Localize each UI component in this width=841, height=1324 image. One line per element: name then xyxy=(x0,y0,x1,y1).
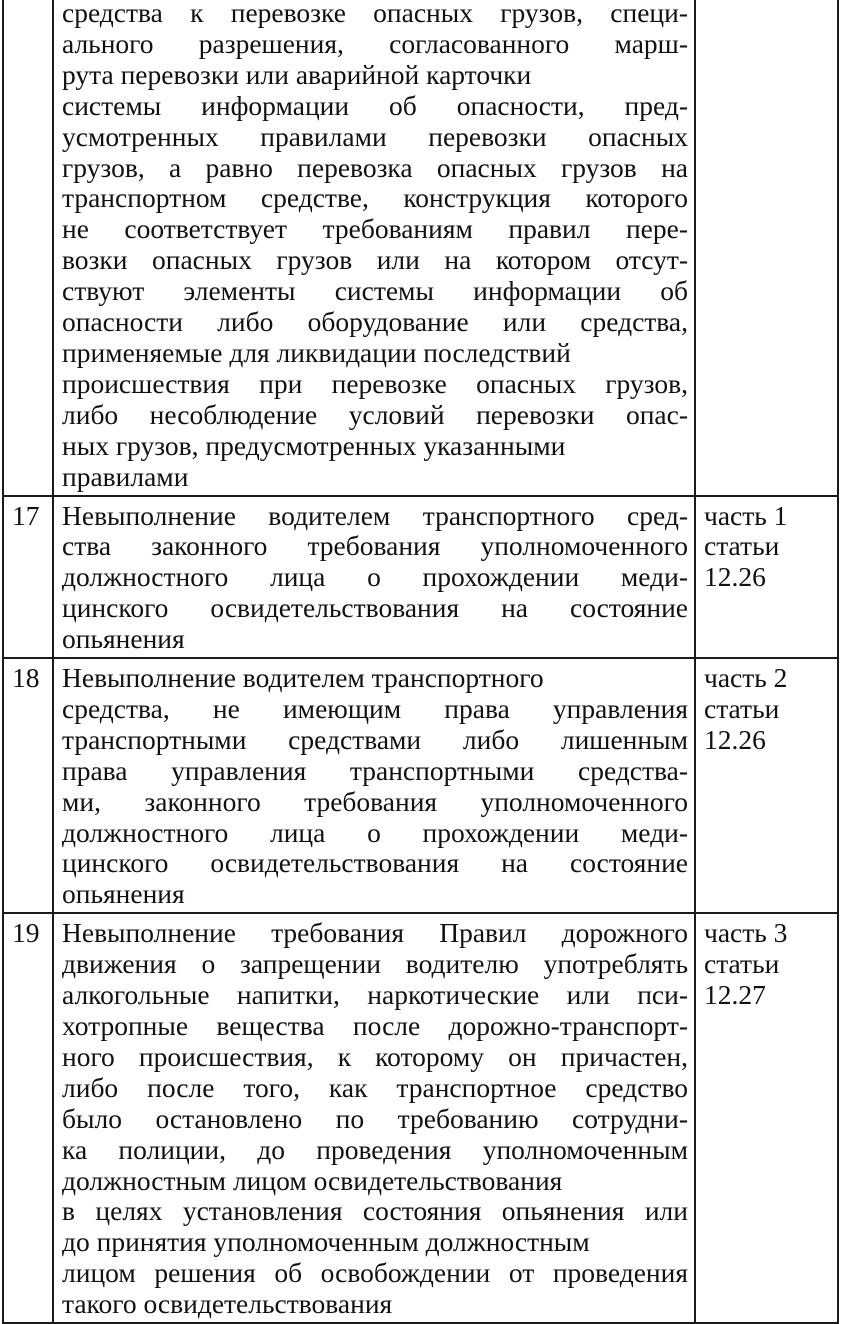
article-reference-line: 12.26 xyxy=(704,561,766,593)
description-line: Невыполнение требования Правил дорожного xyxy=(62,917,688,949)
description-line: усмотренных правилами перевозки опасных xyxy=(62,120,688,152)
description-line: должностного лица о прохождении меди- xyxy=(62,561,688,593)
article-reference-line: 12.26 xyxy=(704,723,766,755)
description-line: Невыполнение водителем транспортного сред- xyxy=(62,499,688,531)
description-line: средства, не имеющим права управления xyxy=(62,692,688,724)
row-number: 18 xyxy=(12,662,40,694)
description-line: было остановлено по требованию сотрудни- xyxy=(62,1102,688,1134)
violation-description-cell xyxy=(53,496,695,659)
description-line: не соответствует требованиям правил пере- xyxy=(62,213,688,245)
description-line: происшествия при перевозке опасных грузов, xyxy=(62,367,688,399)
violation-description-cell xyxy=(53,658,695,913)
row-number: 17 xyxy=(12,499,40,531)
row-number-cell xyxy=(3,0,53,496)
row-number: 19 xyxy=(12,917,40,949)
description-line: хотропные вещества после дорожно-транспорт- xyxy=(62,1010,688,1041)
article-reference-cell xyxy=(695,0,838,496)
table-row xyxy=(3,658,838,913)
article-reference-line: часть 3 xyxy=(704,917,788,949)
description-line: опьянения xyxy=(62,623,185,655)
description-line: применяемые для ликвидации последствий xyxy=(62,336,571,368)
description-line: рута перевозки или аварийной карточки xyxy=(62,58,532,90)
article-reference-line: статьи xyxy=(704,948,780,980)
description-line: ствуют элементы системы информации об xyxy=(62,275,688,307)
article-reference-cell xyxy=(695,496,838,659)
article-reference-cell xyxy=(695,913,838,1323)
description-line: ального разрешения, согласованного марш- xyxy=(62,27,688,59)
table-row xyxy=(3,0,838,496)
description-line: правилами xyxy=(62,460,189,492)
description-line: в целях установления состояния опьянения или xyxy=(62,1195,688,1227)
description-line: грузов, а равно перевозка опасных грузов на xyxy=(62,151,688,183)
table-row xyxy=(3,496,838,659)
description-line: цинского освидетельствования на состояние xyxy=(62,847,688,879)
description-line: средства к перевозке опасных грузов, специ- xyxy=(62,0,688,28)
description-line: движения о запрещении водителю употреблять xyxy=(62,948,688,980)
description-line: ми, законного требования уполномоченного xyxy=(62,785,688,817)
article-reference-line: статьи xyxy=(704,530,780,562)
description-line: ного происшествия, к которому он причастен, xyxy=(62,1040,688,1072)
description-line: опьянения xyxy=(62,878,185,910)
description-line: цинского освидетельствования на состояние xyxy=(62,592,688,624)
description-line: системы информации об опасности, пред- xyxy=(62,89,688,121)
description-line: должностного лица о прохождении меди- xyxy=(62,816,688,848)
table-body xyxy=(3,0,838,1323)
description-line: либо несоблюдение условий перевозки опас- xyxy=(62,398,688,430)
description-line: такого освидетельствования xyxy=(62,1288,393,1320)
article-reference-line: статьи xyxy=(704,692,780,724)
violation-description-cell xyxy=(53,0,695,496)
article-reference-line: часть 1 xyxy=(704,499,788,531)
description-line: транспортными средствами либо лишенным xyxy=(62,723,688,755)
description-line: должностным лицом освидетельствования xyxy=(62,1164,563,1196)
description-line: либо после того, как транспортное средство xyxy=(62,1071,688,1103)
description-line: Невыполнение водителем транспортного xyxy=(62,662,544,694)
description-line: ства законного требования уполномоченного xyxy=(62,530,688,562)
description-line: возки опасных грузов или на котором отсут- xyxy=(62,244,688,276)
description-line: лицом решения об освобождении от проведения xyxy=(62,1257,688,1289)
article-reference-line: 12.27 xyxy=(704,979,766,1011)
article-reference-cell xyxy=(695,658,838,913)
description-line: транспортном средстве, конструкция которого xyxy=(62,182,688,214)
violations-table xyxy=(2,0,839,1324)
description-line: опасности либо оборудование или средства, xyxy=(62,306,688,338)
row-number-cell xyxy=(3,913,53,1323)
description-line: ка полиции, до проведения уполномоченным xyxy=(62,1133,688,1165)
violation-description-cell xyxy=(53,913,695,1323)
row-number-cell xyxy=(3,658,53,913)
description-line: до принятия уполномоченным должностным xyxy=(62,1226,590,1258)
table-row xyxy=(3,913,838,1323)
description-line: ных грузов, предусмотренных указанными xyxy=(62,429,566,461)
article-reference-line: часть 2 xyxy=(704,662,788,694)
description-line: права управления транспортными средства- xyxy=(62,754,688,786)
description-line: алкогольные напитки, наркотические или пси- xyxy=(62,979,688,1011)
row-number-cell xyxy=(3,496,53,659)
